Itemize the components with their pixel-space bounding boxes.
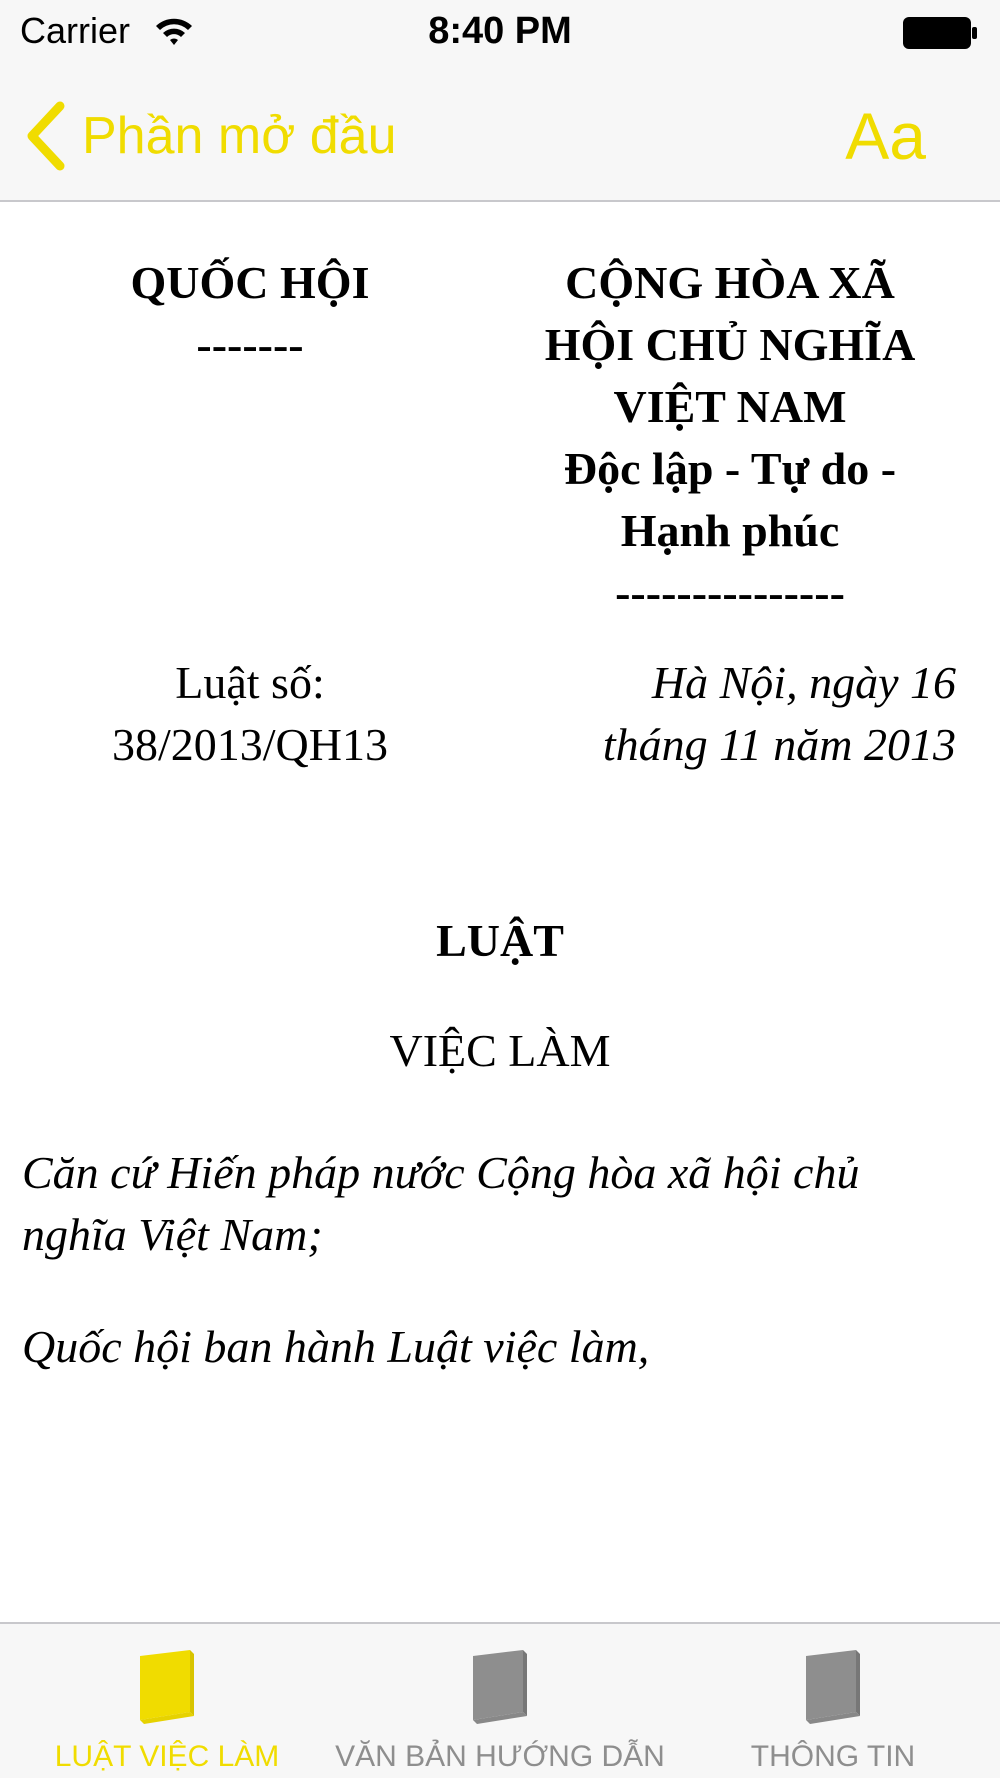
status-bar [0,0,1000,68]
tab-bar [0,1622,1000,1778]
law-number-value: 38/2013/QH13 [112,719,388,770]
law-title: LUẬT [436,915,564,966]
tab-thong-tin[interactable] [666,1624,1000,1778]
motto-line: Độc lập - Tự do - [563,443,897,494]
law-subtitle: VIỆC LÀM [389,1025,611,1076]
issuer-name: QUỐC HỘI [130,257,370,308]
preamble-paragraph [22,1142,982,1266]
status-time: 8:40 PM [428,10,572,52]
preamble-line: nghĩa Việt Nam; [22,1209,323,1260]
document-content[interactable] [0,204,1000,1622]
preamble-line: Căn cứ Hiến pháp nước Cộng hòa xã hội chủ [22,1147,860,1198]
navigation-bar [0,68,1000,202]
national-header-line: CỘNG HÒA XÃ [565,257,895,308]
national-header-divider: --------------- [615,567,845,618]
chevron-left-icon [22,100,68,172]
issue-date [500,652,956,776]
national-header-line: HỘI CHỦ NGHĨA [544,319,916,370]
font-size-button[interactable]: Aa [845,99,926,173]
back-button-label: Phần mở đầu [82,107,397,165]
law-number-label: Luật số: [175,657,325,708]
tab-label: LUẬT VIỆC LÀM [54,1740,280,1773]
tab-van-ban-huong-dan[interactable] [334,1624,666,1778]
tab-label: THÔNG TIN [750,1740,916,1773]
law-number [40,652,460,776]
battery-icon [902,16,978,50]
preamble-paragraph: Quốc hội ban hành Luật việc làm, [22,1321,650,1372]
book-icon [132,1646,202,1724]
book-icon [465,1646,535,1724]
motto-line: Hạnh phúc [620,505,840,556]
national-header-line: VIỆT NAM [613,381,847,432]
carrier-label: Carrier [20,10,131,51]
issuer-divider: ------- [196,319,304,370]
issuer-header [40,252,460,376]
tab-luat-viec-lam[interactable] [0,1624,334,1778]
book-icon [798,1646,868,1724]
national-header [500,252,960,624]
issue-date-line: tháng 11 năm 2013 [602,719,956,770]
tab-label: VĂN BẢN HƯỚNG DẪN [335,1740,665,1773]
back-button[interactable] [22,96,397,176]
issue-date-line: Hà Nội, ngày 16 [651,657,956,708]
